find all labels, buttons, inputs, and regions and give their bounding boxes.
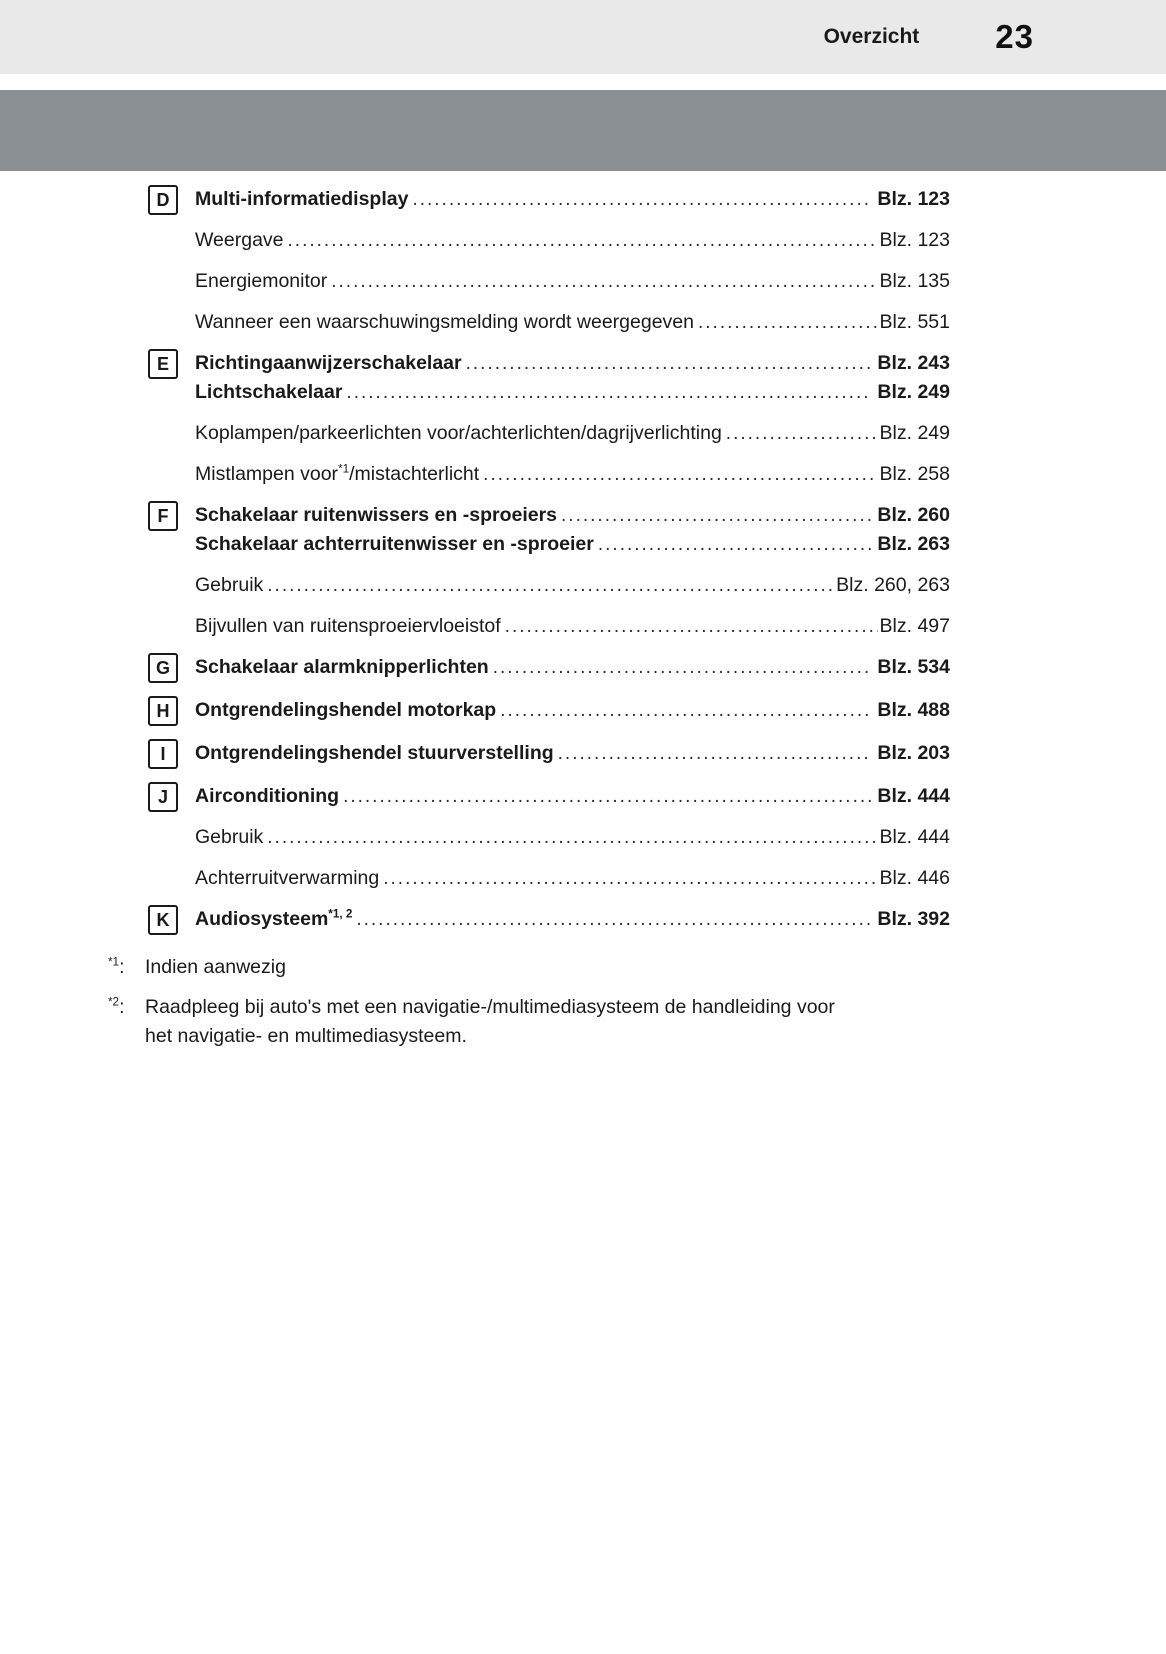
toc-line [195, 783, 950, 810]
toc-line [195, 906, 950, 933]
title-text: Multi-informatiedisplay [195, 188, 409, 210]
footnotes [108, 953, 950, 1051]
footnote-marker: $^{*2}$: [108, 995, 125, 1018]
title-text: Wanneer een waarschuwingsmelding wordt weergegeven [195, 311, 694, 333]
toc-line [195, 824, 950, 851]
toc-line-title [195, 740, 554, 767]
dotted-leader [346, 379, 871, 406]
dotted-leader [561, 502, 871, 529]
dotted-leader [288, 227, 878, 254]
title-text: Gebruik [195, 574, 264, 596]
page-ref: Blz. 488 [877, 699, 950, 721]
page-ref: Blz. 260 [877, 504, 950, 526]
dotted-leader [726, 420, 878, 447]
dotted-leader [505, 613, 878, 640]
entry-lines [195, 336, 950, 488]
toc-entry [148, 892, 950, 935]
footnote [108, 993, 950, 1051]
dotted-leader [493, 654, 872, 681]
title-text: Weergave [195, 229, 284, 251]
entry-lines [195, 488, 950, 640]
page-ref: Blz. 263 [877, 533, 950, 555]
toc-line-title [195, 531, 594, 558]
toc-entry [148, 640, 950, 683]
toc-line-title [195, 613, 501, 640]
toc-line [195, 309, 950, 336]
dotted-leader [483, 461, 877, 488]
entry-lines [195, 172, 950, 336]
title-text: /mistachterlicht [349, 463, 480, 485]
toc-line [195, 268, 950, 295]
title-text: Schakelaar achterruitenwisser en -sproeier [195, 533, 594, 555]
entry-letter-box: F [148, 501, 178, 531]
dotted-leader [558, 740, 872, 767]
header-band-dark [0, 90, 1166, 171]
title-text: Audiosysteem [195, 908, 329, 930]
title-text: Airconditioning [195, 785, 340, 807]
dotted-leader [383, 865, 877, 892]
toc-line-title [195, 502, 557, 529]
entry-lines [195, 892, 950, 933]
title-text: Gebruik [195, 826, 264, 848]
toc-line-title [195, 461, 479, 488]
dotted-leader [356, 906, 871, 933]
toc [148, 172, 950, 935]
toc-line-title [195, 906, 352, 933]
toc-entry [148, 488, 950, 640]
title-text: Schakelaar alarmknipperlichten [195, 656, 489, 678]
section-title: Overzicht [823, 25, 920, 48]
superscript-marker: *1 [338, 462, 350, 476]
toc-line [195, 461, 950, 488]
entry-letter-box: G [148, 653, 178, 683]
page-ref: Blz. 249 [879, 422, 950, 444]
title-text: Ontgrendelingshendel stuurverstelling [195, 742, 554, 764]
entry-letter-col [148, 640, 195, 683]
page-ref: Blz. 444 [877, 785, 950, 807]
title-text: Ontgrendelingshendel motorkap [195, 699, 497, 721]
entry-lines [195, 769, 950, 892]
superscript-marker: *1, 2 [328, 907, 353, 921]
entry-letter-col [148, 172, 195, 215]
dotted-leader [598, 531, 872, 558]
footnote-text: Indien aanwezig [145, 956, 286, 978]
entry-lines [195, 726, 950, 767]
page-ref: Blz. 135 [879, 270, 950, 292]
toc-entry [148, 336, 950, 488]
entry-letter-box: E [148, 349, 178, 379]
dotted-leader [343, 783, 871, 810]
page-ref: Blz. 249 [877, 381, 950, 403]
toc-line [195, 865, 950, 892]
content-area [108, 172, 950, 1051]
toc-line [195, 379, 950, 406]
toc-line [195, 697, 950, 724]
page-ref: Blz. 260, 263 [836, 574, 950, 596]
title-text: Bijvullen van ruitensproeiervloeistof [195, 615, 501, 637]
title-text: Richtingaanwijzerschakelaar [195, 352, 462, 374]
title-text: Koplampen/parkeerlichten voor/achterlichten/dagrijverlichting [195, 422, 722, 444]
toc-line-title [195, 186, 408, 213]
toc-line-title [195, 865, 379, 892]
page-ref: Blz. 123 [877, 188, 950, 210]
entry-letter-box: D [148, 185, 178, 215]
page-ref: Blz. 551 [879, 311, 950, 333]
page-ref: Blz. 258 [879, 463, 950, 485]
title-text: Achterruitverwarming [195, 867, 380, 889]
toc-line-title [195, 654, 489, 681]
toc-line-title [195, 697, 496, 724]
footnote-marker: $^{*1}$: [108, 955, 125, 978]
page-ref: Blz. 446 [879, 867, 950, 889]
superscript-marker: *2 [108, 995, 120, 1009]
entry-lines [195, 640, 950, 681]
page-number: 23 [995, 18, 1034, 55]
entry-letter-col [148, 769, 195, 812]
toc-line-title [195, 572, 263, 599]
entry-letter-col [148, 488, 195, 531]
page-ref: Blz. 392 [877, 908, 950, 930]
toc-line [195, 186, 950, 213]
toc-line-title [195, 350, 462, 377]
toc-line [195, 420, 950, 447]
entry-letter-box: I [148, 739, 178, 769]
toc-line-title [195, 309, 694, 336]
page-ref: Blz. 243 [877, 352, 950, 374]
entry-letter-box: H [148, 696, 178, 726]
toc-line-title [195, 824, 263, 851]
entry-letter-col [148, 683, 195, 726]
title-text: Schakelaar ruitenwissers en -sproeiers [195, 504, 558, 526]
dotted-leader [331, 268, 877, 295]
toc-line [195, 531, 950, 558]
toc-line [195, 350, 950, 377]
page-ref: Blz. 444 [879, 826, 950, 848]
title-text: Lichtschakelaar [195, 381, 343, 403]
toc-line-title [195, 227, 284, 254]
toc-line-title [195, 783, 339, 810]
toc-line [195, 654, 950, 681]
toc-entry [148, 769, 950, 892]
toc-line [195, 227, 950, 254]
page-ref: Blz. 203 [877, 742, 950, 764]
toc-line-title [195, 268, 327, 295]
entry-letter-box: J [148, 782, 178, 812]
footnote-text: Raadpleeg bij auto's met een navigatie-/multimediasysteem de handleiding voor het navigatie- en multimediasysteem. [145, 996, 835, 1047]
page-header [824, 0, 1034, 74]
title-text: Energiemonitor [195, 270, 328, 292]
entry-letter-col [148, 726, 195, 769]
toc-line [195, 572, 950, 599]
toc-line [195, 502, 950, 529]
title-text: Mistlampen voor [195, 463, 339, 485]
superscript-marker: *1 [108, 955, 120, 969]
page-ref: Blz. 534 [877, 656, 950, 678]
dotted-leader [412, 186, 871, 213]
dotted-leader [500, 697, 871, 724]
toc-entry [148, 172, 950, 336]
dotted-leader [466, 350, 872, 377]
dotted-leader [698, 309, 878, 336]
toc-line-title [195, 379, 342, 406]
page-ref: Blz. 497 [879, 615, 950, 637]
footnote [108, 953, 950, 982]
entry-letter-box: K [148, 905, 178, 935]
dotted-leader [267, 572, 834, 599]
toc-line [195, 613, 950, 640]
toc-entry [148, 726, 950, 769]
toc-line-title [195, 420, 722, 447]
toc-line [195, 740, 950, 767]
entry-lines [195, 683, 950, 724]
toc-entry [148, 683, 950, 726]
entry-letter-col [148, 892, 195, 935]
entry-letter-col [148, 336, 195, 379]
page-ref: Blz. 123 [879, 229, 950, 251]
dotted-leader [267, 824, 877, 851]
